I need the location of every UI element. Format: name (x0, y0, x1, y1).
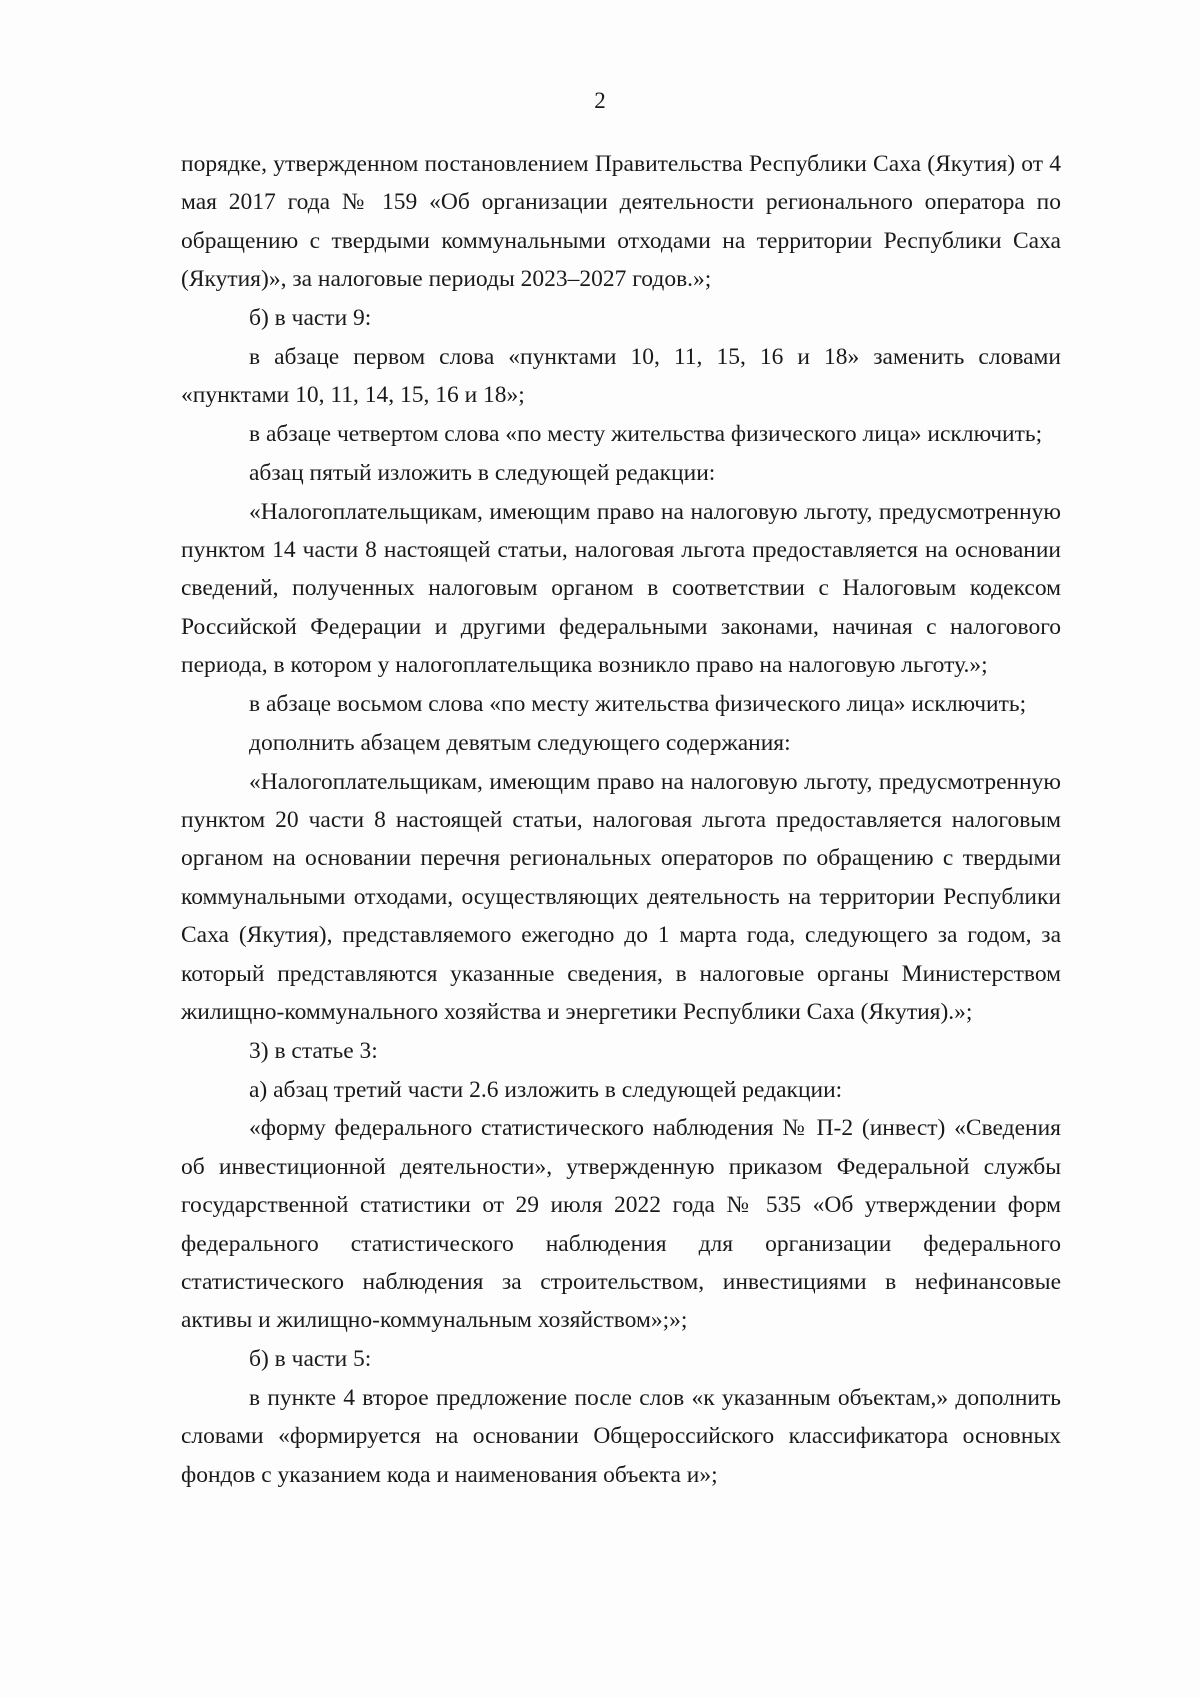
paragraph-continuation: порядке, утвержденном постановлением Правительства Республики Саха (Якутия) от 4 мая 2017 года № 159 «Об организации деятельности регионального оператора по обращению с твердыми коммунальными отходами на территории Республики Саха (Якутия)», за налоговые периоды 2023–2027 годов.»; (181, 151, 1061, 293)
paragraph-abzac-first: в абзаце первом слова «пунктами 10, 11, 15, 16 и 18» заменить словами «пунктами 10, 11, 14, 15, 16 и 18»; (181, 343, 1061, 409)
paragraph-abzac-fourth: в абзаце четвертом слова «по месту жительства физического лица» исключить; (249, 421, 1043, 448)
paragraph-abzac-ninth: дополнить абзацем девятым следующего содержания: (249, 729, 791, 756)
document-body (181, 145, 1061, 1495)
paragraph-abzac-fifth: абзац пятый изложить в следующей редакции: (249, 459, 716, 486)
paragraph-quote-benefit-20: «Налогоплательщикам, имеющим право на налоговую льготу, предусмотренную пунктом 20 части 8 настоящей статьи, налоговая льгота предоставляется налоговым органом на основании перечня региональных операторов по обращению с твердыми коммунальными отходами, осуществляющих деятельность на территории Республики Саха (Якутия), представляемого ежегодно до 1 марта года, следующего за годом, за который представляются указанные сведения, в налоговые органы Министерством жилищно-коммунального хозяйства и энергетики Республики Саха (Якутия).»; (181, 768, 1061, 1026)
paragraph-quote-benefit-14: «Налогоплательщикам, имеющим право на налоговую льготу, предусмотренную пунктом 14 части 8 настоящей статьи, налоговая льгота предоставляется на основании сведений, полученных налоговым органом в соответствии с Налоговым кодексом Российской Федерации и другими федеральными законами, начиная с налогового периода, в котором у налогоплательщика возникло право на налоговую льготу.»; (181, 498, 1061, 679)
paragraph-part5-heading: б) в части 5: (249, 1346, 372, 1373)
paragraph-quote-form-p2: «форму федерального статистического наблюдения № П-2 (инвест) «Сведения об инвестиционной деятельности», утвержденную приказом Федеральной службы государственной статистики от 29 июля 2022 года № 535 «Об утверждении форм федерального статистического наблюдения для организации федерального статистического наблюдения за строительством, инвестициями в нефинансовые активы и жилищно-коммунальным хозяйством»;»; (181, 1115, 1061, 1334)
paragraph-part9-heading: б) в части 9: (249, 305, 372, 332)
paragraph-punkt4: в пункте 4 второе предложение после слов «к указанным объектам,» дополнить словами «формируется на основании Общероссийского классификатора основных фондов с указанием кода и наименования объекта и»; (181, 1385, 1061, 1488)
page-number: 2 (594, 88, 606, 113)
paragraph-article3-heading: 3) в статье 3: (249, 1037, 378, 1064)
paragraph-part26: а) абзац третий части 2.6 изложить в следующей редакции: (249, 1076, 843, 1103)
paragraph-abzac-eighth: в абзаце восьмом слова «по месту жительства физического лица» исключить; (249, 691, 1027, 718)
